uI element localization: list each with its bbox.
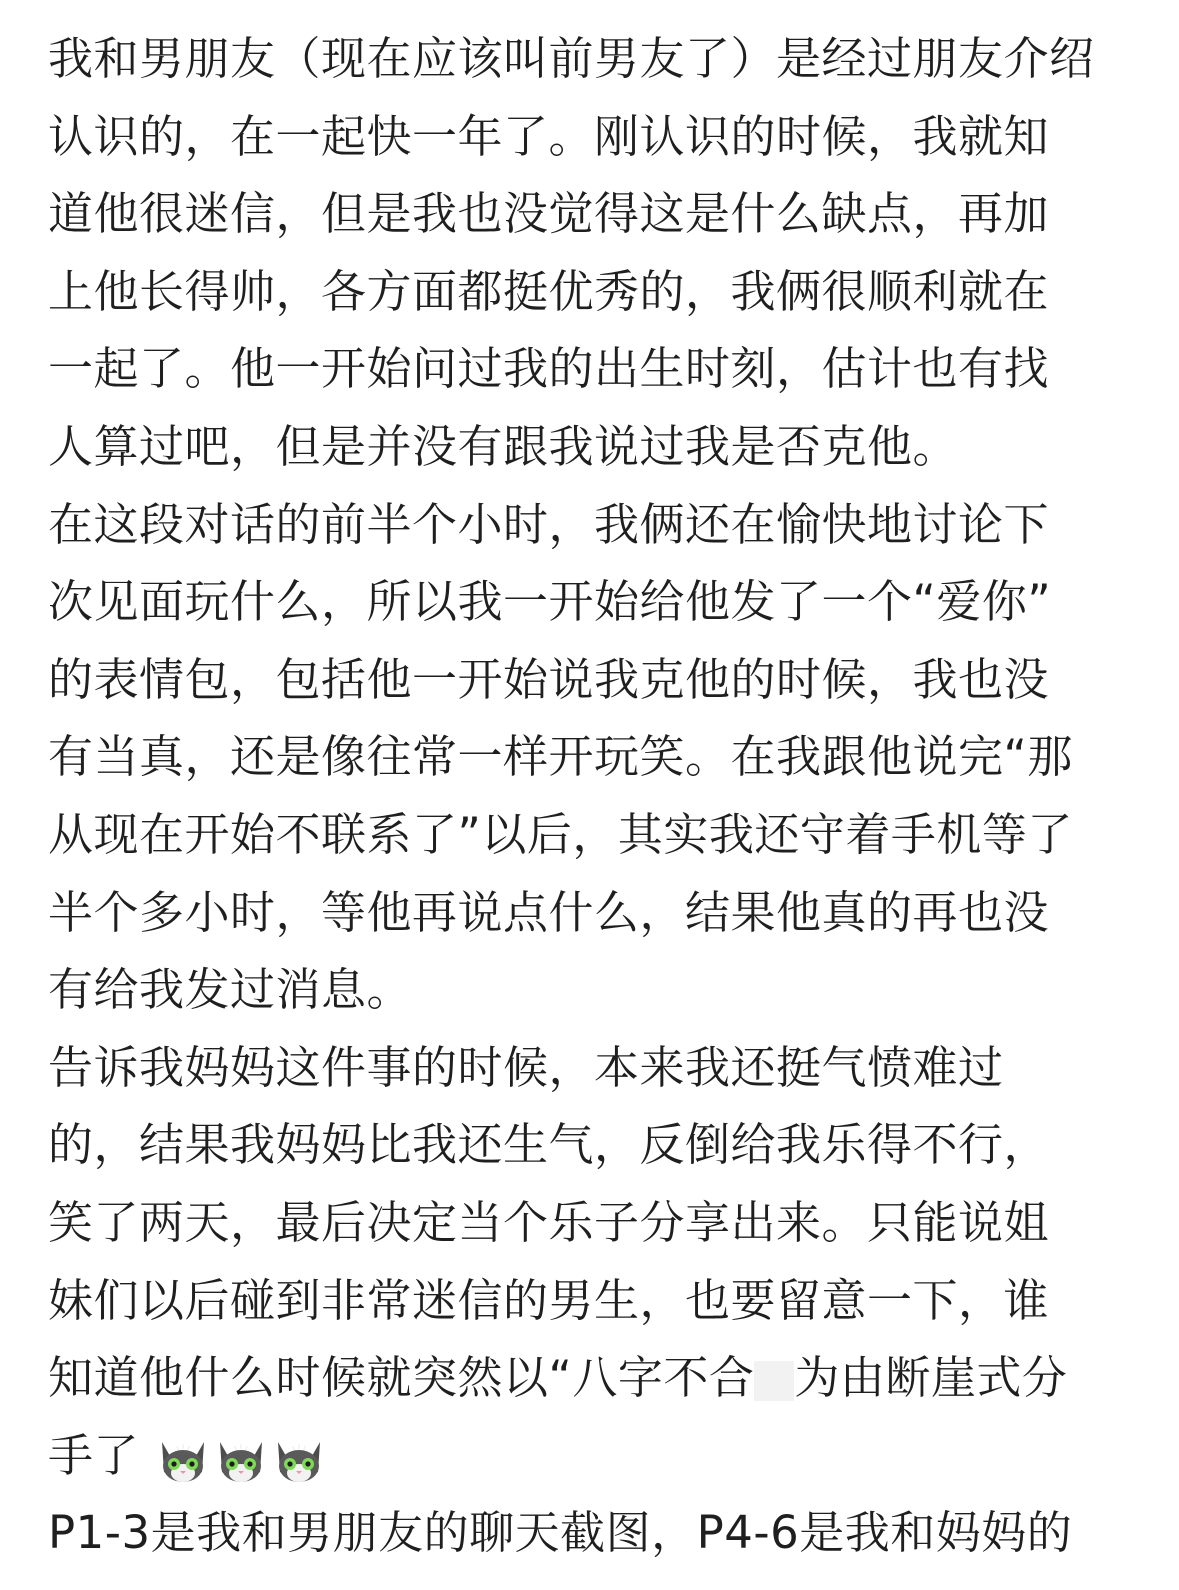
text-line: 告诉我妈妈这件事的时候，本来我还挺气愤难过 [48, 1040, 1004, 1094]
text-line: 的表情包，包括他一开始说我克他的时候，我也没 [48, 652, 1050, 706]
text-line: 人算过吧，但是并没有跟我说过我是否克他。 [48, 419, 959, 473]
text-line: 道他很迷信，但是我也没觉得这是什么缺点，再加 [48, 187, 1050, 241]
article-body [48, 20, 1158, 1572]
text-line: 从现在开始不联系了”以后，其实我还守着手机等了 [48, 807, 1073, 861]
text-line: 次见面玩什么，所以我一开始给他发了一个“爱你” [48, 575, 1052, 629]
text-line: 上他长得帅，各方面都挺优秀的，我俩很顺利就在 [48, 264, 1050, 318]
text-line: 一起了。他一开始问过我的出生时刻，估计也有找 [48, 342, 1050, 396]
text-line-with-emoji [48, 1417, 1158, 1495]
text-line: 认识的，在一起快一年了。刚认识的时候，我就知 [48, 109, 1050, 163]
text-line: 妹们以后碰到非常迷信的男生，也要留意一下，谁 [48, 1273, 1050, 1327]
cat-face-emoji [156, 1432, 210, 1486]
text-line: 我和男朋友（现在应该叫前男友了）是经过朋友介绍 [48, 32, 1095, 85]
cat-face-emoji [214, 1432, 268, 1486]
text-line: 半个多小时，等他再说点什么，结果他真的再也没 [48, 885, 1050, 939]
text-line: 有当真，还是像往常一样开玩笑。在我跟他说完“那 [48, 730, 1073, 784]
text-line: 笑了两天，最后决定当个乐子分享出来。只能说姐 [48, 1195, 1050, 1249]
text-line: P1-3是我和男朋友的聊天截图，P4-6是我和妈妈的 [48, 1506, 1073, 1560]
cat-face-emoji [272, 1432, 326, 1486]
text-line: 在这段对话的前半个小时，我俩还在愉快地讨论下 [48, 497, 1050, 551]
text-line: 有给我发过消息。 [48, 963, 413, 1017]
text-line-with-overlay [48, 1339, 1158, 1417]
text-segment: 手了 [48, 1428, 140, 1482]
overlay-patch [754, 1361, 794, 1401]
emoji-group [156, 1432, 326, 1486]
text-segment: 知道他什么时候就突然以“八字不合 [48, 1351, 755, 1405]
text-segment: 为由断崖式分 [794, 1351, 1068, 1405]
text-line: 的，结果我妈妈比我还生气，反倒给我乐得不行， [48, 1118, 1050, 1172]
